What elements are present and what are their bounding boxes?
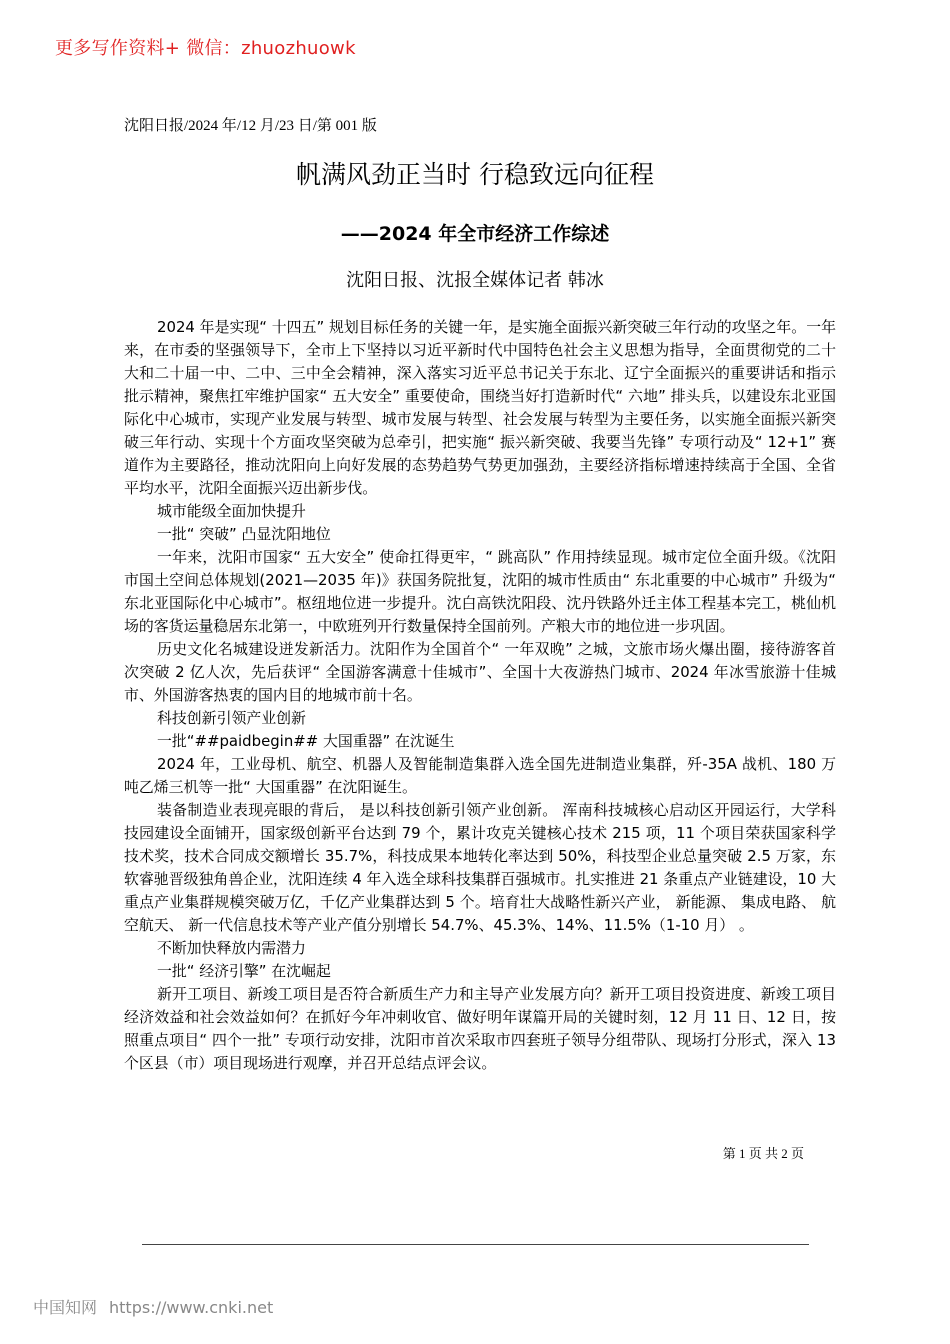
source-line: 沈阳日报/2024 年/12 月/23 日/第 001 版 xyxy=(124,118,377,134)
section-subheading: 一批“ 突破” 凸显沈阳地位 xyxy=(157,525,331,543)
footer-site-url[interactable]: https://www.cnki.net xyxy=(109,1298,274,1317)
paragraph: 历史文化名城建设迸发新活力。沈阳作为全国首个“ 一年双晚” 之城，文旅市场火爆出圈，接待游客首次突破 2 亿人次，先后获评“ 全国游客满意十佳城市”、全国十大夜游热门城市、2024 年冰雪旅游十佳城市、外国游客热衷的国内目的地城市前十名。 xyxy=(124,640,836,704)
section-subheading: 一批“ 经济引擎” 在沈崛起 xyxy=(157,962,331,980)
article-body xyxy=(124,316,836,1075)
promo-banner: 更多写作资料+ 微信：zhuozhuowk xyxy=(55,38,356,59)
footer-watermark xyxy=(33,1295,273,1318)
paragraph: 2024 年，工业母机、航空、机器人及智能制造集群入选全国先进制造业集群，歼-35A 战机、180 万吨乙烯三机等一批“ 大国重器” 在沈阳诞生。 xyxy=(124,755,836,796)
section-heading: 科技创新引领产业创新 xyxy=(157,709,306,727)
section-subheading: 一批“##paidbegin## 大国重器” 在沈诞生 xyxy=(157,732,455,750)
section-heading: 城市能级全面加快提升 xyxy=(157,502,306,520)
paragraph: 新开工项目、新竣工项目是否符合新质生产力和主导产业发展方向？新开工项目投资进度、新竣工项目经济效益和社会效益如何？在抓好今年冲刺收官、做好明年谋篇开局的关键时刻，12 月 11 日、12 日，按照重点项目“ 四个一批” 专项行动安排，沈阳市首次采取市四套班子领导分组带队、现场打分形式，深入 13 个区县（市）项目现场进行观摩，并召开总结点评会议。 xyxy=(124,985,836,1072)
article-subtitle: ——2024 年全市经济工作综述 xyxy=(340,223,610,245)
footer-site-name: 中国知网 xyxy=(33,1298,98,1317)
section-heading: 不断加快释放内需潜力 xyxy=(157,939,306,957)
page-indicator: 第 1 页 共 2 页 xyxy=(722,1146,804,1161)
paragraph: 2024 年是实现“ 十四五” 规划目标任务的关键一年，是实施全面振兴新突破三年行动的攻坚之年。一年来，在市委的坚强领导下，全市上下坚持以习近平新时代中国特色社会主义思想为指导，全面贯彻党的二十大和二十届一中、二中、三中全会精神，深入落实习近平总书记关于东北、辽宁全面振兴的重要讲话和指示批示精神，聚焦扛牢维护国家“ 五大安全” 重要使命，围绕当好打造新时代“ 六地” 排头兵，以建设东北亚国际化中心城市，实现产业发展与转型、城市发展与转型、社会发展与转型为主要任务，以实施全面振兴新突破三年行动、实现十个方面攻坚突破为总牵引，把实施“ 振兴新突破、我要当先锋” 专项行动及“ 12+1” 赛道作为主要路径，推动沈阳向上向好发展的态势趋势气势更加强劲，主要经济指标增速持续高于全国、全省平均水平，沈阳全面振兴迈出新步伐。 xyxy=(124,318,836,497)
article-title: 帆满风劲正当时 行稳致远向征程 xyxy=(296,160,654,189)
footer-divider xyxy=(142,1244,809,1245)
paragraph: 装备制造业表现亮眼的背后， 是以科技创新引领产业创新。 浑南科技城核心启动区开园运行，大学科技园建设全面铺开，国家级创新平台达到 79 个，累计攻克关键核心技术 215 项，11 个项目荣获国家科学技术奖，技术合同成交额增长 35.7%，科技成果本地转化率达到 50%，科技型企业总量突破 2.5 万家，东软睿驰晋级独角兽企业，沈阳连续 4 年入选全球科技集群百强城市。扎实推进 21 条重点产业链建设，10 大重点产业集群规模突破万亿，千亿产业集群达到 5 个。培育壮大战略性新兴产业， 新能源、 集成电路、 航空航天、 新一代信息技术等产业产值分别增长 54.7%、45.3%、14%、11.5%（1-10 月） 。 xyxy=(124,801,836,934)
byline: 沈阳日报、沈报全媒体记者 韩冰 xyxy=(346,270,604,291)
paragraph: 一年来，沈阳市国家“ 五大安全” 使命扛得更牢，“ 跳高队” 作用持续显现。城市定位全面升级。《沈阳市国土空间总体规划(2021—2035 年)》获国务院批复，沈阳的城市性质由“ 东北重要的中心城市” 升级为“ 东北亚国际化中心城市”。枢纽地位进一步提升。沈白高铁沈阳段、沈丹铁路外迁主体工程基本完工，桃仙机场的客货运量稳居东北第一，中欧班列开行数量保持全国前列。产粮大市的地位进一步巩固。 xyxy=(124,548,836,635)
